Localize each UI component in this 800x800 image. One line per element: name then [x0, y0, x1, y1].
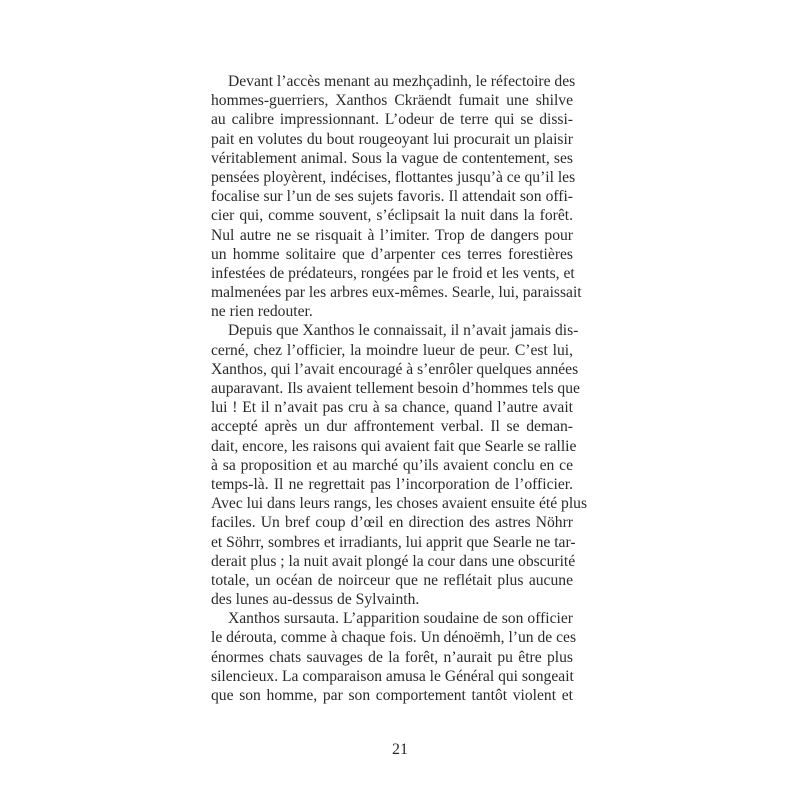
text-line: focalise sur l’un de ses sujets favoris. Il attendait son offi-: [211, 188, 573, 206]
text-line: Xanthos sursauta. L’apparition soudaine de son officier: [228, 610, 573, 628]
text-line: cier qui, comme souvent, s’éclipsait la nuit dans la forêt.: [211, 207, 573, 225]
text-line: derait plus ; la nuit avait plongé la cour dans une obscurité: [211, 552, 576, 570]
text-line: malmenées par les arbres eux-mêmes. Searle, lui, paraissait: [211, 284, 582, 302]
text-line: silencieux. La comparaison amusa le Général qui songeait: [211, 667, 574, 685]
text-line: infestées de prédateurs, rongées par le froid et les vents, et: [211, 264, 575, 282]
body-text: [211, 72, 588, 705]
text-line: totale, un océan de noirceur que ne reflétait plus aucune: [211, 571, 573, 589]
text-line: auparavant. Ils avaient tellement besoin d’hommes tels que: [211, 380, 580, 397]
text-line: accepté après un dur affrontement verbal. Il se deman-: [211, 418, 573, 436]
text-line: au calibre impressionnant. L’odeur de terre qui se dissi-: [211, 111, 573, 129]
text-line: pait en volutes du bout rougeoyant lui procurait un plaisir: [211, 130, 573, 148]
text-line: pensées ployèrent, indécises, flottantes jusqu’à ce qu’il les: [211, 168, 576, 186]
text-line: dait, encore, les raisons qui avaient fait que Searle se rallie: [211, 437, 577, 455]
text-line: cerné, chez l’officier, la moindre lueur de peur. C’est lui,: [211, 341, 573, 359]
text-line: temps-là. Il ne regrettait pas l’incorporation de l’officier.: [211, 475, 573, 493]
text-line: le dérouta, comme à chaque fois. Un dénoëmh, l’un de ces: [211, 629, 577, 647]
text-line: Devant l’accès menant au mezhçadinh, le réfectoire des: [228, 73, 576, 90]
text-line: véritablement animal. Sous la vague de contentement, ses: [211, 149, 573, 167]
text-line: et Söhrr, sombres et irradiants, lui apprit que Searle ne tar-: [211, 533, 576, 551]
page-number: 21: [392, 741, 408, 758]
text-line: Avec lui dans leurs rangs, les choses avaient ensuite été plus: [211, 495, 588, 513]
text-line: un homme solitaire que d’arpenter ces terres forestières: [211, 245, 573, 263]
text-line: Nul autre ne se risquait à l’imiter. Trop de dangers pour: [211, 226, 573, 244]
text-line: ne rien redouter.: [211, 303, 313, 321]
text-line: des lunes au-dessus de Sylvainth.: [211, 591, 420, 609]
text-line: faciles. Un bref coup d’œil en direction des astres Nöhrr: [211, 514, 573, 532]
text-line: hommes-guerriers, Xanthos Ckräendt fumait une shilve: [211, 92, 573, 110]
text-line: Xanthos, qui l’avait encouragé à s’enrôler quelques années: [211, 360, 579, 378]
text-line: énormes chats sauvages de la forêt, n’aurait pu être plus: [211, 648, 573, 666]
text-line: Depuis que Xanthos le connaissait, il n’avait jamais dis-: [228, 322, 579, 340]
text-line: lui ! Et il n’avait pas cru à sa chance, quand l’autre avait: [211, 399, 573, 417]
text-line: à sa proposition et au marché qu’ils avaient conclu en ce: [211, 456, 573, 474]
text-line: que son homme, par son comportement tantôt violent et: [211, 687, 573, 704]
